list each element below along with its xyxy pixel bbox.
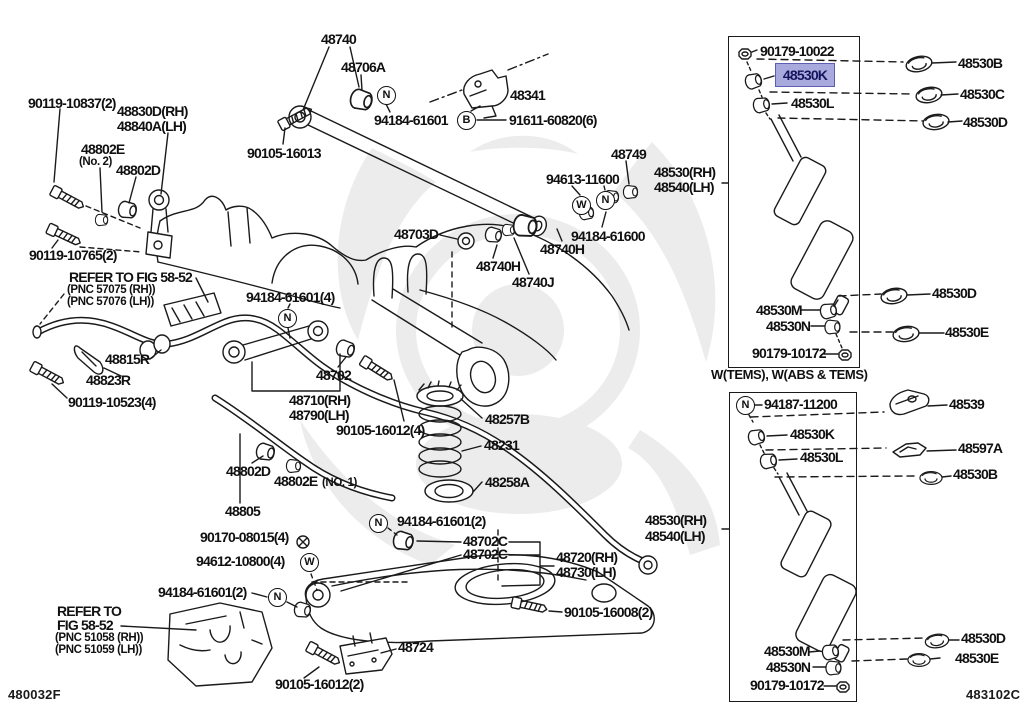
part-number-label: 48740H bbox=[476, 258, 521, 274]
part-number-label: 48815R bbox=[105, 351, 150, 367]
part-number-label: 48706A bbox=[341, 59, 386, 75]
part-number-label: 90119-10837(2) bbox=[28, 95, 116, 111]
part-number-label: 48830D(RH) bbox=[117, 103, 188, 119]
figure-code-left: 480032F bbox=[8, 687, 61, 702]
callout-circle-W: W bbox=[300, 553, 319, 572]
part-number-label: 48530M bbox=[756, 302, 802, 318]
callout-circle-N: N bbox=[268, 588, 287, 607]
part-number-label: 48802D bbox=[226, 463, 271, 479]
part-number-label: 94184-61601(2) bbox=[158, 584, 247, 600]
part-number-label: 90179-10022 bbox=[760, 43, 834, 59]
part-number-label: 48540(LH) bbox=[645, 528, 705, 544]
part-number-label: 90119-10765(2) bbox=[29, 247, 117, 263]
part-number-label: 90170-08015(4) bbox=[200, 529, 289, 545]
part-number-label: 48802E bbox=[81, 141, 125, 157]
part-number-label: 48702C bbox=[463, 533, 508, 549]
part-number-label: 94187-11200 bbox=[764, 396, 837, 412]
part-number-label: 48740H bbox=[540, 241, 585, 257]
part-number-label: 48530C bbox=[960, 86, 1005, 102]
part-number-label: 94612-10800(4) bbox=[196, 553, 285, 569]
panel-caption: W(TEMS), W(ABS & TEMS) bbox=[711, 367, 868, 382]
part-number-label: 48702C bbox=[463, 546, 508, 562]
part-number-label: 48530D bbox=[932, 285, 977, 301]
part-number-label: REFER TO FIG 58-52 bbox=[69, 269, 193, 285]
part-number-label: 90105-16012(2) bbox=[275, 676, 364, 692]
part-number-label: 94613-11600 bbox=[546, 171, 619, 187]
part-number-label: 90179-10172 bbox=[752, 345, 826, 361]
part-number-label: 48231 bbox=[484, 437, 519, 453]
part-number-label: 48530N bbox=[766, 318, 811, 334]
part-number-label: 48530E bbox=[945, 324, 989, 340]
part-number-label: 48802D bbox=[116, 162, 161, 178]
part-number-label: 90105-16013 bbox=[247, 145, 321, 161]
part-number-label: FIG 58-52 bbox=[57, 617, 113, 633]
highlighted-part-48530K[interactable]: 48530K bbox=[775, 63, 835, 87]
background-watermark bbox=[300, 136, 720, 565]
part-number-label: REFER TO bbox=[57, 603, 122, 619]
callout-circle-B: B bbox=[457, 111, 476, 130]
part-number-label: 48702 bbox=[316, 367, 351, 383]
part-number-label: 48530(RH) bbox=[654, 164, 716, 180]
part-number-label: 90119-10523(4) bbox=[68, 394, 156, 410]
part-number-label: 91611-60820(6) bbox=[509, 112, 597, 128]
part-number-label: 48703D bbox=[394, 226, 439, 242]
part-number-label: 48724 bbox=[398, 639, 433, 655]
part-number-label: 48740 bbox=[321, 31, 356, 47]
part-number-label: 48749 bbox=[611, 146, 646, 162]
part-number-label: (PNC 57076 (LH)) bbox=[67, 296, 154, 308]
callout-circle-N: N bbox=[278, 309, 297, 328]
grommet-icons-bottom bbox=[890, 390, 959, 666]
part-number-label: 48530E bbox=[955, 650, 999, 666]
part-number-label: 48530(RH) bbox=[645, 512, 707, 528]
part-number-label: 94184-61600 bbox=[571, 228, 645, 244]
part-number-label: 48530D bbox=[963, 114, 1008, 130]
part-number-label: (No. 2) bbox=[79, 156, 112, 168]
callout-circle-W: W bbox=[572, 196, 591, 215]
figure-code-right: 483102C bbox=[966, 687, 1021, 702]
part-number-label: 48539 bbox=[949, 396, 984, 412]
part-number-label: 48710(RH) bbox=[289, 392, 351, 408]
part-number-label: 48540(LH) bbox=[654, 179, 714, 195]
part-number-label: 94184-61601 bbox=[374, 112, 448, 128]
part-number-label: 48805 bbox=[225, 503, 260, 519]
part-number-label: 94184-61601(4) bbox=[246, 289, 335, 305]
part-number-label: 48530B bbox=[953, 466, 998, 482]
part-number-label: (PNC 57075 (RH)) bbox=[67, 284, 156, 296]
part-number-label: 48597A bbox=[958, 440, 1003, 456]
part-number-label: 48530L bbox=[800, 449, 843, 465]
part-number-label: 48257B bbox=[485, 411, 530, 427]
part-number-label: 48530B bbox=[958, 55, 1003, 71]
part-number-label: 94184-61601(2) bbox=[397, 513, 486, 529]
part-number-label: 48730(LH) bbox=[556, 564, 616, 580]
part-number-label: 90105-16008(2) bbox=[564, 604, 653, 620]
part-number-label: 48258A bbox=[485, 474, 530, 490]
callout-circle-N: N bbox=[377, 86, 396, 105]
callout-circle-N: N bbox=[736, 396, 755, 415]
callout-circle-N: N bbox=[596, 191, 615, 210]
part-number-label: 48790(LH) bbox=[289, 407, 349, 423]
part-number-label: 90105-16012(4) bbox=[336, 422, 425, 438]
part-number-label: (PNC 51059 (LH)) bbox=[55, 644, 142, 656]
brake-backing-plate bbox=[168, 603, 272, 686]
callout-circle-N: N bbox=[369, 514, 388, 533]
part-number-label: 48530N bbox=[766, 659, 811, 675]
part-number-label: 48530M bbox=[764, 643, 810, 659]
bracket-48341 bbox=[430, 54, 548, 118]
part-number-label: (PNC 51058 (RH)) bbox=[55, 632, 144, 644]
part-number-label: 48341 bbox=[510, 87, 545, 103]
part-number-label: 48823R bbox=[86, 372, 131, 388]
part-number-label: 48530D bbox=[961, 630, 1006, 646]
part-number-label: 48530K bbox=[790, 426, 835, 442]
part-number-label: (NO. 1) bbox=[322, 477, 357, 489]
part-number-label: 48802E bbox=[274, 473, 318, 489]
part-number-label: 90179-10172 bbox=[750, 677, 824, 693]
part-number-label: 48740J bbox=[512, 274, 554, 290]
part-number-label: 48840A(LH) bbox=[117, 118, 187, 134]
part-number-label: 48720(RH) bbox=[556, 549, 618, 565]
part-number-label: 48530L bbox=[791, 95, 834, 111]
